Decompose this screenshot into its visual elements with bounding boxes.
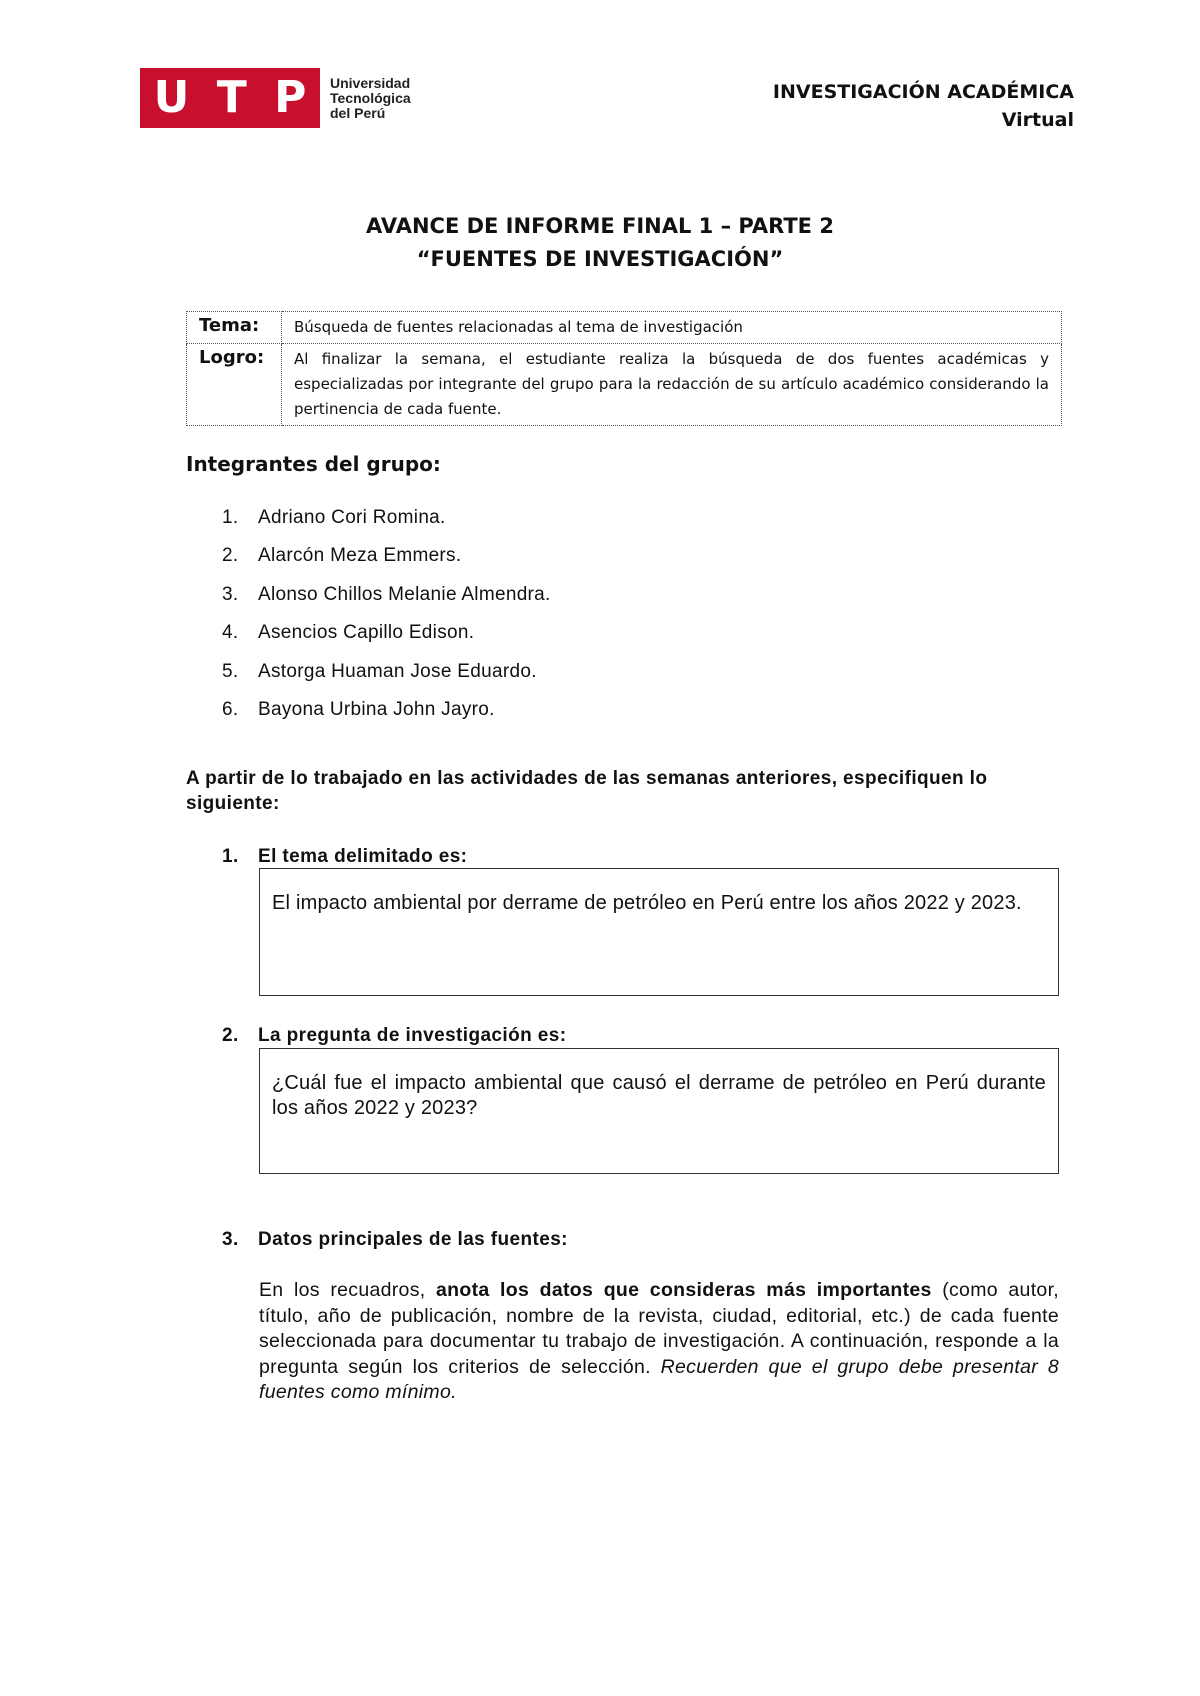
item-number: 6. (222, 698, 239, 720)
question-2-heading (222, 1025, 566, 1047)
title-line-1: AVANCE DE INFORME FINAL 1 – PARTE 2 (366, 214, 834, 238)
member-name: Alonso Chillos Melanie Almendra. (258, 583, 551, 605)
answer-text: El impacto ambiental por derrame de petróleo en Perú entre los años 2022 y 2023. (272, 892, 1022, 914)
question-number: 2. (222, 1025, 239, 1046)
logo-wordmark (330, 76, 411, 121)
item-number: 1. (222, 507, 239, 528)
logro-row (187, 344, 1062, 426)
tema-label: Tema: (187, 312, 282, 344)
list-item (222, 699, 551, 737)
instr-italic-note: Recuerden que el grupo debe presentar 8 fuentes como mínimo. (259, 1355, 1059, 1403)
tema-row (187, 312, 1062, 344)
item-number: 2. (222, 545, 239, 567)
list-item (222, 622, 551, 660)
section-3-instructions (259, 1278, 1059, 1406)
question-1-heading (222, 846, 467, 868)
document-title (0, 210, 1200, 276)
instr-text: (como autor, título, año de publicación, nombre de la revista, ciudad, editorial, etc.) de cada fuente seleccionada para documentar tu trabajo de investigación. A continuación, responde a la pregunta según los criterios de selección. (259, 1279, 1060, 1378)
logo-mark (140, 68, 320, 128)
member-name: Bayona Urbina John Jayro. (258, 698, 495, 720)
instr-text: En los recuadros, (259, 1279, 437, 1301)
instr-bold: anota los datos que consideras más importantes (436, 1279, 932, 1301)
member-name: Astorga Huaman Jose Eduardo. (258, 660, 537, 682)
question-number: 3. (222, 1229, 239, 1250)
item-number: 4. (222, 622, 239, 644)
question-label: La pregunta de investigación es: (258, 1025, 567, 1046)
logro-value: Al finalizar la semana, el estudiante realiza la búsqueda de dos fuentes académicas y especializadas por integrante del grupo para la redacción de su artículo académico considerando la pertinencia de cada fuente. (282, 344, 1062, 426)
item-number: 5. (222, 660, 239, 682)
course-modality: Virtual (1001, 109, 1074, 131)
list-item (222, 584, 551, 622)
logro-label: Logro: (187, 344, 282, 426)
member-name: Adriano Cori Romina. (258, 507, 446, 528)
answer-box-tema[interactable] (259, 868, 1059, 996)
utp-logo (140, 68, 411, 128)
list-item (222, 661, 551, 699)
logo-letter-p: P (274, 72, 307, 123)
list-item (222, 545, 551, 583)
question-label: Datos principales de las fuentes: (258, 1229, 568, 1250)
logo-text-line: Tecnológica (330, 89, 411, 106)
logo-text-line: Universidad (330, 74, 411, 91)
logo-letter-t: T (216, 72, 247, 123)
logo-letter-u: U (153, 72, 190, 123)
item-number: 3. (222, 583, 239, 605)
course-header (773, 78, 1074, 134)
tema-value: Búsqueda de fuentes relacionadas al tema de investigación (282, 312, 1062, 344)
group-heading: Integrantes del grupo: (186, 452, 441, 476)
list-item (222, 507, 551, 545)
members-list (222, 507, 551, 737)
logo-text-line: del Perú (330, 104, 386, 121)
answer-box-pregunta[interactable] (259, 1048, 1059, 1174)
answer-text: ¿Cuál fue el impacto ambiental que causó el derrame de petróleo en Perú durante los años 2022 y 2023? (272, 1072, 1046, 1119)
question-number: 1. (222, 846, 239, 867)
info-table (186, 311, 1062, 426)
member-name: Asencios Capillo Edison. (258, 622, 475, 644)
member-name: Alarcón Meza Emmers. (258, 545, 462, 567)
title-line-2: “FUENTES DE INVESTIGACIÓN” (416, 247, 784, 271)
question-label: El tema delimitado es: (258, 846, 468, 867)
course-name: INVESTIGACIÓN ACADÉMICA (772, 81, 1074, 103)
instructions-text: A partir de lo trabajado en las actividades de las semanas anteriores, especifiquen lo siguiente: (186, 768, 988, 814)
question-3-heading (222, 1229, 568, 1251)
